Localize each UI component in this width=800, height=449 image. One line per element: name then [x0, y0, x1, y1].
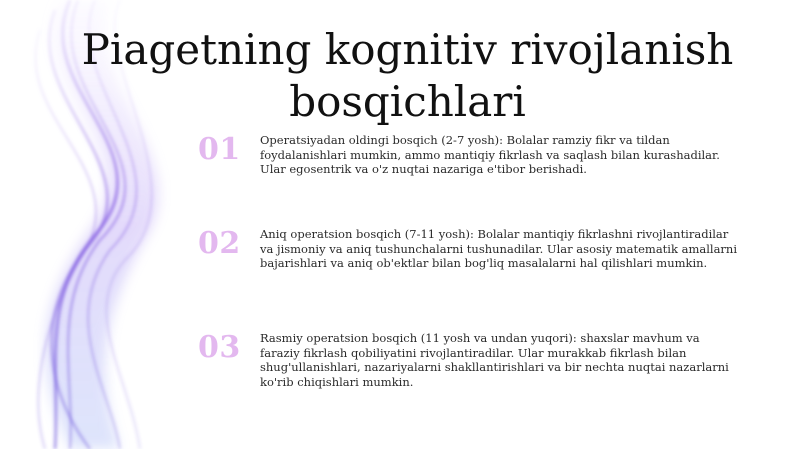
- step-description: Rasmiy operatsion bosqich (11 yosh va undan yuqori): shaxslar mavhum va faraziy fikrlash qobiliyatini rivojlantiradilar. Ular murakkab fikrlash bilan shug'ullanishlari, nazariyalarni shakllantirishlari va bir nechta nuqtai nazarlarni ko'rib chiqishlari mumkin.: [260, 331, 729, 389]
- slide-title: Piagetning kognitiv rivojlanish bosqichlari: [81, 25, 734, 126]
- step-description: Operatsiyadan oldingi bosqich (2-7 yosh): Bolalar ramziy fikr va tildan foydalanishlari mumkin, ammo mantiqiy fikrlash va saqlash bilan kurashadilar. Ular egosentrik va o'z nuqtai nazariga e'tibor berishadi.: [260, 133, 720, 176]
- step-description: Aniq operatsion bosqich (7-11 yosh): Bolalar mantiqiy fikrlashni rivojlantiradilar va jismoniy va aniq tushunchalarni tushunadilar. Ular asosiy matematik amallarni bajarishlari va aniq ob'ektlar bilan bog'liq masalalarni hal qilishlari mumkin.: [260, 227, 738, 270]
- step-number: 03: [198, 330, 241, 365]
- step-number: 02: [198, 226, 241, 261]
- step-number: 01: [198, 132, 241, 167]
